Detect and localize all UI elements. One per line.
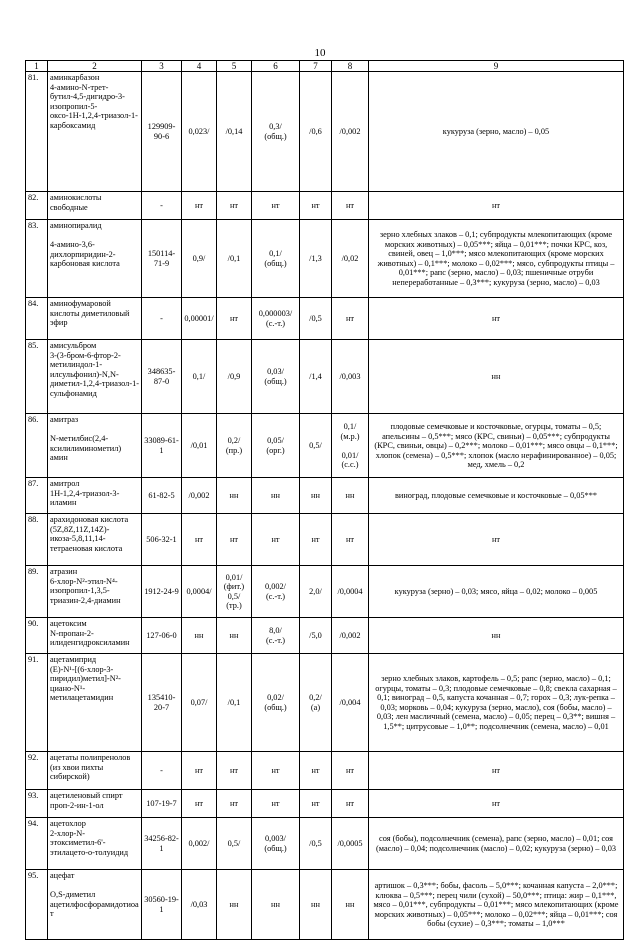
row-number: 91.: [26, 654, 48, 752]
column-8-value: /0,003: [332, 340, 369, 414]
row-number: 95.: [26, 870, 48, 940]
cas-number: -: [142, 192, 182, 220]
column-header: 7: [300, 61, 332, 72]
column-4-value: /0,002: [182, 478, 217, 514]
cas-number: 129909-90-6: [142, 72, 182, 192]
cas-number: 30560-19-1: [142, 870, 182, 940]
column-4-value: нт: [182, 514, 217, 566]
substance-name: аминокислоты свободные: [48, 192, 142, 220]
column-4-value: нн: [182, 618, 217, 654]
substances-table: [25, 60, 624, 940]
header-row: [26, 61, 624, 72]
column-7-value: нт: [300, 514, 332, 566]
table-row: [26, 72, 624, 192]
row-number: 81.: [26, 72, 48, 192]
column-4-value: 0,1/: [182, 340, 217, 414]
substance-name: амисульбром 3-(3-бром-6-фтор-2-метилиндол-1-илсульфонил)-N,N-диметил-1,2,4-триазол-1-сульфонамид: [48, 340, 142, 414]
column-5-value: нт: [217, 514, 252, 566]
column-7-value: /0,5: [300, 298, 332, 340]
row-number: 87.: [26, 478, 48, 514]
column-header: 9: [369, 61, 624, 72]
residue-limits: артишок – 0,3***; бобы, фасоль – 5,0***; кочанная капуста – 2,0***; клюква – 0,5***; перец чили (сухой) – 50,0***; птица: жир – 0,1***, мясо – 0,01***, субпродукты – 0,01***; мясо млекопитающих (кроме морских животных) – 0,05***; молоко – 0,02***; яйца – 0,01***; соя бобы (сухие) – 0,3***; томаты – 1,0***: [369, 870, 624, 940]
residue-limits: кукуруза (зерно) – 0,03; мясо, яйца – 0,02; молоко – 0,005: [369, 566, 624, 618]
residue-limits: плодовые семечковые и косточковые, огурцы, томаты – 0,5; апельсины – 0,5***; мясо (КРС, свиньи) – 0,05***; субпродукты (КРС, свиньи, овцы) – 0,2***; молоко – 0,01***; мясо овцы – 0,1***; хлопок (семена) – 0,5***; хлопок (масло нерафинированное) – 0,05; мед, хмель – 0,2: [369, 414, 624, 478]
substance-name: ацефат O,S-диметил ацетилфосфорамидотиоат: [48, 870, 142, 940]
column-5-value: /0,1: [217, 654, 252, 752]
column-6-value: 0,003/ (общ.): [252, 818, 300, 870]
column-6-value: нт: [252, 752, 300, 790]
column-header: 8: [332, 61, 369, 72]
column-6-value: нн: [252, 478, 300, 514]
column-7-value: нн: [300, 870, 332, 940]
row-number: 85.: [26, 340, 48, 414]
substance-name: ацетамиприд (E)-N¹-[(6-хлор-3-пиридил)метил]-N²-циано-N¹-метилацетамидин: [48, 654, 142, 752]
table-row: [26, 566, 624, 618]
column-8-value: /0,002: [332, 618, 369, 654]
table-row: [26, 192, 624, 220]
column-4-value: /0,03: [182, 870, 217, 940]
cas-number: 135410-20-7: [142, 654, 182, 752]
table-row: [26, 618, 624, 654]
column-6-value: нн: [252, 870, 300, 940]
row-number: 92.: [26, 752, 48, 790]
column-8-value: нт: [332, 752, 369, 790]
column-7-value: 0,5/: [300, 414, 332, 478]
column-6-value: 0,02/ (общ.): [252, 654, 300, 752]
column-6-value: 0,03/ (общ.): [252, 340, 300, 414]
row-number: 86.: [26, 414, 48, 478]
column-8-value: /0,002: [332, 72, 369, 192]
residue-limits: соя (бобы), подсолнечник (семена), рапс (зерно, масло) – 0,01; соя (масло) – 0,04; подсолнечник (масло) – 0,02; кукуруза (зерно) – 0,03: [369, 818, 624, 870]
column-5-value: /0,1: [217, 220, 252, 298]
cas-number: 61-82-5: [142, 478, 182, 514]
residue-limits: нт: [369, 192, 624, 220]
column-6-value: 8,0/ (с.-т.): [252, 618, 300, 654]
table-row: [26, 818, 624, 870]
column-6-value: нт: [252, 514, 300, 566]
cas-number: 34256-82-1: [142, 818, 182, 870]
column-header: 1: [26, 61, 48, 72]
row-number: 88.: [26, 514, 48, 566]
cas-number: 127-06-0: [142, 618, 182, 654]
column-8-value: нт: [332, 514, 369, 566]
column-5-value: нн: [217, 870, 252, 940]
column-7-value: /1,3: [300, 220, 332, 298]
column-5-value: нт: [217, 298, 252, 340]
residue-limits: виноград, плодовые семечковые и косточковые – 0,05***: [369, 478, 624, 514]
column-8-value: /0,0004: [332, 566, 369, 618]
table-row: [26, 414, 624, 478]
cas-number: 150114-71-9: [142, 220, 182, 298]
table-row: [26, 752, 624, 790]
column-8-value: /0,004: [332, 654, 369, 752]
column-7-value: /5,0: [300, 618, 332, 654]
column-7-value: нн: [300, 478, 332, 514]
row-number: 93.: [26, 790, 48, 818]
column-5-value: нт: [217, 790, 252, 818]
substance-name: арахидоновая кислота (5Z,8Z,11Z,14Z)-икоза-5,8,11,14-тетраеновая кислота: [48, 514, 142, 566]
column-5-value: нн: [217, 478, 252, 514]
substance-name: ацетоксим N-пропан-2-илиденгидроксиламин: [48, 618, 142, 654]
column-4-value: нт: [182, 752, 217, 790]
column-6-value: 0,3/ (общ.): [252, 72, 300, 192]
column-8-value: нт: [332, 192, 369, 220]
substance-name: ацетохлор 2-хлор-N-этоксиметил-6'-этилацето-о-толуидид: [48, 818, 142, 870]
residue-limits: нт: [369, 752, 624, 790]
substance-name: аминофумаровой кислоты диметиловый эфир: [48, 298, 142, 340]
column-4-value: 0,07/: [182, 654, 217, 752]
cas-number: 33089-61-1: [142, 414, 182, 478]
column-4-value: 0,023/: [182, 72, 217, 192]
substance-name: амитраз N-метилбис(2,4-ксилилиминометил) амин: [48, 414, 142, 478]
cas-number: 107-19-7: [142, 790, 182, 818]
table-row: [26, 478, 624, 514]
table-row: [26, 340, 624, 414]
row-number: 83.: [26, 220, 48, 298]
column-7-value: /0,5: [300, 818, 332, 870]
column-6-value: 0,1/ (общ.): [252, 220, 300, 298]
row-number: 90.: [26, 618, 48, 654]
column-7-value: 2,0/: [300, 566, 332, 618]
substance-name: ацетиленовый спирт проп-2-ин-1-ол: [48, 790, 142, 818]
substance-name: амитрол 1Н-1,2,4-триазол-3-иламин: [48, 478, 142, 514]
residue-limits: зерно хлебных злаков, картофель – 0,5; рапс (зерно, масло) – 0,1; огурцы, томаты – 0,3; плодовые семечковые – 0,8; свекла сахарная – 0,1; виноград – 0,5, капуста кочанная – 0,7; горох – 0,3; лук-репка – 0,03; морковь – 0,04; кукуруза (зерно, масло), соя (бобы, масло) – 0,03; лен масличный (семена, масло) – 0,05; перец – 0,3**; вишня – 1,5**; цитрусовые – 1,0**; подсолнечник (семена, масло) – 0,01: [369, 654, 624, 752]
column-5-value: /0,9: [217, 340, 252, 414]
residue-limits: нн: [369, 618, 624, 654]
substance-name: аминопиралид 4-амино-3,6-дихлорпиридин-2-карбоновая кислота: [48, 220, 142, 298]
cas-number: 1912-24-9: [142, 566, 182, 618]
column-6-value: 0,05/ (орг.): [252, 414, 300, 478]
substance-name: ацетаты полипренолов (из хвои пихты сибирской): [48, 752, 142, 790]
residue-limits: нт: [369, 298, 624, 340]
column-7-value: /1,4: [300, 340, 332, 414]
cas-number: 348635-87-0: [142, 340, 182, 414]
column-5-value: /0,14: [217, 72, 252, 192]
residue-limits: нн: [369, 340, 624, 414]
page-number: 10: [314, 47, 326, 59]
column-4-value: нт: [182, 790, 217, 818]
column-7-value: нт: [300, 752, 332, 790]
column-4-value: 0,9/: [182, 220, 217, 298]
column-5-value: нт: [217, 752, 252, 790]
residue-limits: нт: [369, 790, 624, 818]
column-6-value: 0,002/ (с.-т.): [252, 566, 300, 618]
column-4-value: /0,01: [182, 414, 217, 478]
column-8-value: /0,02: [332, 220, 369, 298]
column-8-value: 0,1/ (м.р.) 0,01/ (с.с.): [332, 414, 369, 478]
column-7-value: нт: [300, 192, 332, 220]
cas-number: -: [142, 752, 182, 790]
cas-number: 506-32-1: [142, 514, 182, 566]
residue-limits: кукуруза (зерно, масло) – 0,05: [369, 72, 624, 192]
residue-limits: зерно хлебных злаков – 0,1; субпродукты млекопитающих (кроме морских животных) – 0,05***; яйца – 0,01***; почки КРС, коз, свиней, овец – 1,0***; мясо млекопитающих (кроме морских животных) – 0,1***; молоко – 0,02***; мясо, субпродукты птицы – 0,01***; рапс (зерно, масло) – 0,03; пшеничные отруби непереработанные – 0,3***; кукуруза (зерно, масло) – 0,03: [369, 220, 624, 298]
column-8-value: нт: [332, 298, 369, 340]
column-header: 2: [48, 61, 142, 72]
column-7-value: /0,6: [300, 72, 332, 192]
column-6-value: 0,000003/ (с.-т.): [252, 298, 300, 340]
column-4-value: 0,002/: [182, 818, 217, 870]
column-8-value: /0,0005: [332, 818, 369, 870]
column-header: 6: [252, 61, 300, 72]
column-5-value: нт: [217, 192, 252, 220]
column-header: 5: [217, 61, 252, 72]
table-row: [26, 654, 624, 752]
column-4-value: нт: [182, 192, 217, 220]
substance-name: атразин 6-хлор-N²-этил-N⁴-изопропил-1,3,5-триазин-2,4-диамин: [48, 566, 142, 618]
column-8-value: нн: [332, 478, 369, 514]
residue-limits: нт: [369, 514, 624, 566]
column-header: 3: [142, 61, 182, 72]
row-number: 84.: [26, 298, 48, 340]
column-4-value: 0,0004/: [182, 566, 217, 618]
column-7-value: нт: [300, 790, 332, 818]
table-row: [26, 514, 624, 566]
row-number: 82.: [26, 192, 48, 220]
column-5-value: 0,5/: [217, 818, 252, 870]
table-row: [26, 790, 624, 818]
column-5-value: нн: [217, 618, 252, 654]
row-number: 89.: [26, 566, 48, 618]
column-header: 4: [182, 61, 217, 72]
row-number: 94.: [26, 818, 48, 870]
column-8-value: нт: [332, 790, 369, 818]
substance-name: аминкарбазон 4-амино-N-трет-бутил-4,5-дигидро-3-изопропил-5-оксо-1Н-1,2,4-триазол-1-карбоксамид: [48, 72, 142, 192]
column-5-value: 0,01/ (фит.) 0,5/ (тр.): [217, 566, 252, 618]
column-7-value: 0,2/ (а): [300, 654, 332, 752]
column-4-value: 0,00001/: [182, 298, 217, 340]
cas-number: -: [142, 298, 182, 340]
column-5-value: 0,2/ (пр.): [217, 414, 252, 478]
column-6-value: нт: [252, 192, 300, 220]
table-row: [26, 298, 624, 340]
column-8-value: нн: [332, 870, 369, 940]
table-row: [26, 220, 624, 298]
column-6-value: нт: [252, 790, 300, 818]
